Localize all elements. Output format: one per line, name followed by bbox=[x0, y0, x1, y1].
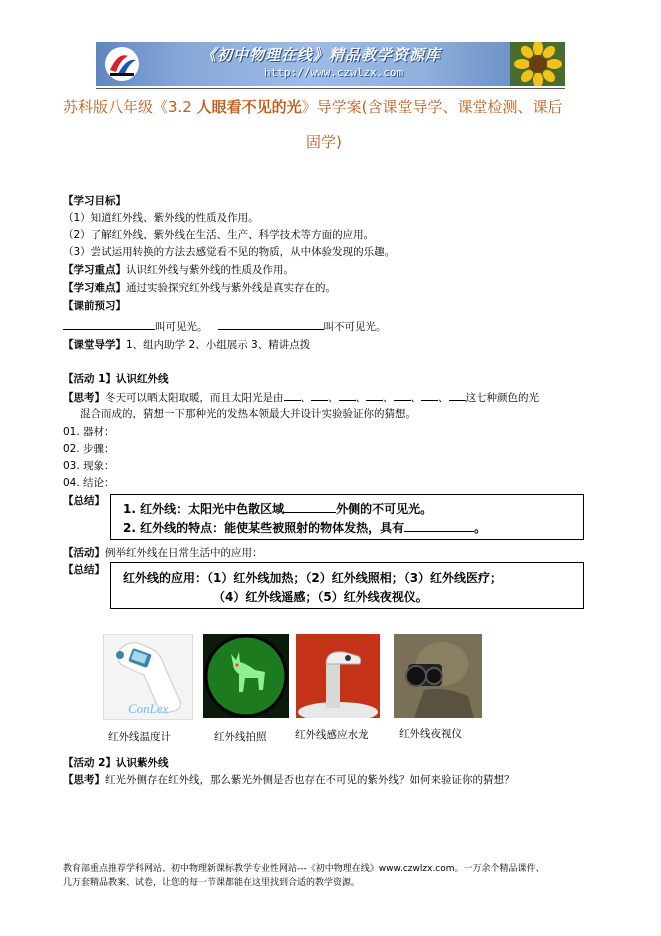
step-item: 04. 结论： bbox=[63, 477, 115, 489]
activity-apply-text: 例举红外线在日常生活中的应用： bbox=[105, 547, 263, 559]
difficulty-tag: 【学习难点】 bbox=[63, 282, 126, 294]
header-rule bbox=[96, 88, 565, 89]
step-item: 02. 步骤： bbox=[63, 443, 115, 455]
color-blank[interactable] bbox=[449, 389, 466, 401]
activity-apply bbox=[63, 546, 263, 561]
activity1-header: 【活动 1】认识红外线 bbox=[63, 373, 169, 385]
activity1-think: 【思考】冬天可以晒太阳取暖，而且太阳光是由 、 、 、 、 、 、 这七种颜色的光 bbox=[63, 389, 539, 406]
summary1-tag: 【总结】 bbox=[63, 495, 105, 507]
summary1-line2-a: 2. 红外线的特点：能使某些被照射的物体发热，具有 bbox=[123, 521, 405, 535]
goals-header: 【学习目标】 bbox=[63, 195, 126, 207]
summary2-tag: 【总结】 bbox=[63, 564, 105, 576]
think-tag: 【思考】 bbox=[63, 774, 105, 786]
summary2-box bbox=[110, 562, 584, 609]
ir-thermometer-image bbox=[103, 634, 193, 720]
night-vision-deer-icon bbox=[203, 634, 289, 718]
page-title bbox=[63, 96, 563, 117]
think-text-b: 这七种颜色的光 bbox=[465, 392, 539, 404]
activity1-think-line2: 混合而成的，猜想一下那种光的发热本领最大并设计实验验证你的猜想。 bbox=[80, 408, 416, 420]
activity2-header: 【活动 2】认识紫外线 bbox=[63, 757, 169, 769]
image-caption: 红外线拍照 bbox=[214, 731, 267, 743]
summary1-box bbox=[110, 494, 584, 540]
footer-line1: 教育部重点推荐学科网站、初中物理新课标教学专业性网站---《初中物理在线》www.czwlzx.com。一万余个精品课件、 bbox=[63, 864, 545, 874]
class-guide-text: 1、组内助学 2、小组展示 3、精讲点拨 bbox=[126, 339, 311, 351]
title-bold: 人眼看不见的光 bbox=[196, 98, 302, 116]
color-blank[interactable] bbox=[366, 389, 383, 401]
color-blank[interactable] bbox=[339, 389, 356, 401]
class-guide-tag: 【课堂导学】 bbox=[63, 339, 126, 351]
goal-item: （2）了解红外线、紫外线在生活、生产、科学技术等方面的应用。 bbox=[63, 229, 375, 241]
key-point-tag: 【学习重点】 bbox=[63, 264, 126, 276]
ir-photo-image bbox=[203, 634, 289, 718]
think-tag: 【思考】 bbox=[63, 392, 105, 404]
step-item: 03. 现象： bbox=[63, 460, 115, 472]
thermometer-brand: ConLex bbox=[128, 701, 169, 716]
key-point-text: 认识红外线与紫外线的性质及作用。 bbox=[126, 264, 294, 276]
preview-line bbox=[63, 318, 387, 335]
color-blank[interactable] bbox=[421, 389, 438, 401]
class-guide bbox=[63, 338, 310, 353]
title-prefix: 苏科版八年级《3.2 bbox=[63, 98, 197, 116]
night-vision-image bbox=[394, 634, 482, 718]
difficulty bbox=[63, 281, 336, 296]
night-vision-soldier-icon bbox=[394, 634, 482, 718]
difficulty-text: 通过实验探究红外线与紫外线是真实存在的。 bbox=[126, 282, 336, 294]
summary1-line1 bbox=[123, 500, 432, 517]
summary1-line1-b: 外侧的不可见光。 bbox=[336, 502, 433, 516]
title-suffix: 》导学案(含课堂导学、课堂检测、课后 bbox=[301, 98, 563, 116]
summary2-line1: 红外线的应用：（1）红外线加热；（2）红外线照相；（3）红外线医疗； bbox=[123, 571, 503, 585]
step-item: 01. 器材： bbox=[63, 426, 115, 438]
color-blank[interactable] bbox=[311, 389, 328, 401]
activity2-think bbox=[63, 773, 515, 788]
preview-text-1: 叫可见光。 bbox=[155, 321, 208, 333]
sensor-faucet-icon bbox=[296, 634, 380, 718]
key-point bbox=[63, 263, 294, 278]
banner-url-text: http://www.czwlzx.com bbox=[264, 66, 404, 79]
preview-blank-2[interactable] bbox=[218, 318, 324, 330]
color-blank[interactable] bbox=[284, 389, 301, 401]
image-caption: 红外线温度计 bbox=[108, 731, 171, 743]
summary1-blank-2[interactable] bbox=[404, 519, 474, 532]
image-caption: 红外线感应水龙 bbox=[295, 729, 369, 741]
ir-faucet-image bbox=[296, 634, 380, 718]
banner-brand-text: 《初中物理在线》精品教学资源库 bbox=[201, 46, 442, 64]
footer-line2: 几万套精品教案、试卷，让您的每一节课都能在这里找到合适的教学资源。 bbox=[63, 878, 361, 888]
summary1-line2 bbox=[123, 519, 486, 536]
activity-apply-tag: 【活动】 bbox=[63, 547, 105, 559]
color-blank[interactable] bbox=[394, 389, 411, 401]
summary1-line2-b: 。 bbox=[474, 521, 487, 535]
preview-text-2: 叫不可见光。 bbox=[323, 321, 387, 333]
summary1-blank-1[interactable] bbox=[284, 500, 336, 513]
activity2-think-text: 红光外侧存在红外线，那么紫光外侧是否也存在不可见的紫外线？如何来验证你的猜想？ bbox=[105, 774, 515, 786]
summary1-line1-a: 1. 红外线：太阳光中色散区域 bbox=[123, 502, 285, 516]
preview-blank-1[interactable] bbox=[63, 318, 155, 330]
goal-item: （3）尝试运用转换的方法去感觉看不见的物质，从中体验发现的乐趣。 bbox=[63, 246, 396, 258]
goal-item: （1）知道红外线、紫外线的性质及作用。 bbox=[63, 212, 259, 224]
summary2-line2: （4）红外线遥感；（5）红外线夜视仪。 bbox=[213, 590, 428, 604]
image-caption: 红外线夜视仪 bbox=[399, 728, 462, 740]
preview-header: 【课前预习】 bbox=[63, 300, 126, 312]
think-text-a: 冬天可以晒太阳取暖，而且太阳光是由 bbox=[105, 392, 284, 404]
header-banner bbox=[96, 42, 565, 86]
site-logo-icon bbox=[104, 46, 140, 82]
sunflower-icon bbox=[510, 42, 565, 86]
page-title-line2: 固学) bbox=[306, 133, 342, 151]
